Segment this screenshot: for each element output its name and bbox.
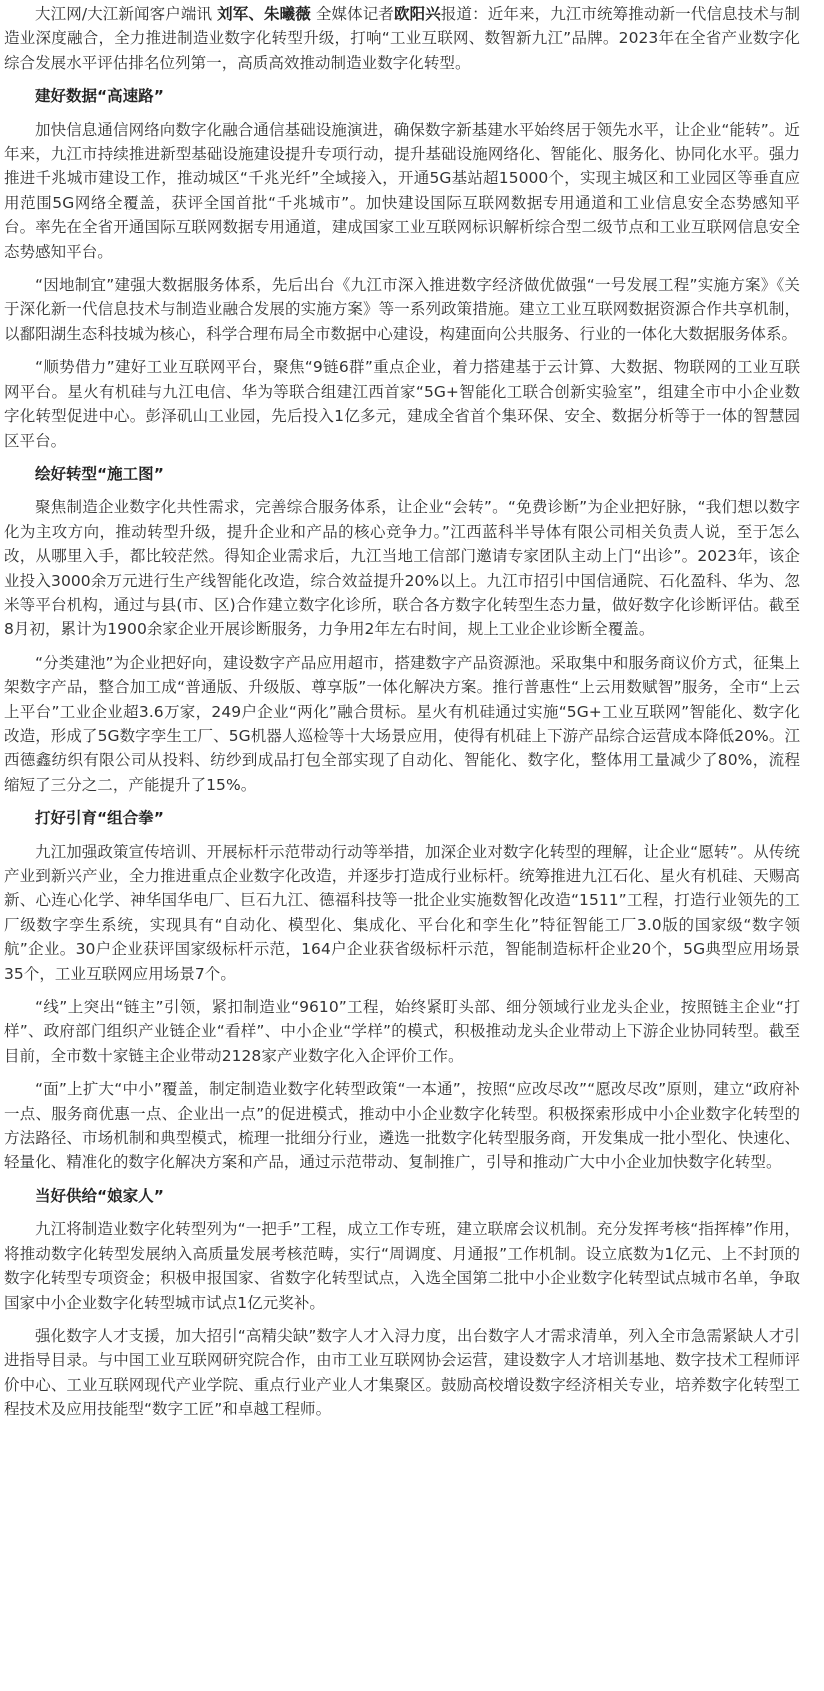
paragraph: 加快信息通信网络向数字化融合通信基础设施演进，确保数字新基建水平始终居于领先水平，让企业“能转”。近年来，九江市持续推进新型基础设施建设提升专项行动，提升基础设施网络化、智能化、服务化、协同化水平。强力推进千兆城市建设工作，推动城区“千兆光纤”全域接入，开通5G基站超15000个，实现主城区和工业园区等垂直应用范围5G网络全覆盖，获评全国首批“千兆城市”。加快建设国际互联网数据专用通道和工业信息安全态势感知平台。率先在全省开通国际互联网数据专用通道，建成国家工业互联网标识解析综合型二级节点和工业互联网信息安全态势感知平台。 bbox=[4, 120, 800, 261]
lead-body: 报道：近年来，九江市统筹推动新一代信息技术与制造业深度融合，全力推进制造业数字化转型升级，打响“工业互联网、数智新九江”品牌。2023年在全省产业数字化综合发展水平评估排名位列第一，高质高效推动制造业数字化转型。 bbox=[4, 5, 800, 72]
reporter-name: 欧阳兴 bbox=[394, 5, 441, 23]
section-heading-supply-support: 当好供给“娘家人” bbox=[35, 1186, 164, 1205]
section-heading-data-highway: 建好数据“高速路” bbox=[35, 87, 164, 106]
section-heading-combination-punch: 打好引育“组合拳” bbox=[35, 809, 164, 828]
paragraph: 九江将制造业数字化转型列为“一把手”工程，成立工作专班，建立联席会议机制。充分发挥考核“指挥棒”作用，将推动数字化转型发展纳入高质量发展考核范畴，实行“周调度、月通报”工作机制。设立底数为1亿元、上不封顶的数字化转型专项资金；积极申报国家、省数字化转型试点，入选全国第二批中小企业数字化转型试点城市名单，争取国家中小企业数字化转型城市试点1亿元奖补。 bbox=[4, 1220, 800, 1312]
paragraph: “面”上扩大“中小”覆盖，制定制造业数字化转型政策“一本通”，按照“应改尽改”“愿改尽改”原则，建立“政府补一点、服务商优惠一点、企业出一点”的促进模式，推动中小企业数字化转型。积极探索形成中小企业数字化转型的方法路径、市场机制和典型模式，梳理一批细分行业，遴选一批数字化转型服务商，开发集成一批小型化、快速化、轻量化、精准化的数字化解决方案和产品，通过示范带动、复制推广，引导和推动广大中小企业加快数字化转型。 bbox=[4, 1080, 800, 1172]
paragraph: “线”上突出“链主”引领，紧扣制造业“9610”工程，始终紧盯头部、细分领域行业龙头企业，按照链主企业“打样”、政府部门组织产业链企业“看样”、中小企业“学样”的模式，积极推动龙头企业带动上下游企业协同转型。截至目前，全市数十家链主企业带动2128家产业数字化入企评价工作。 bbox=[4, 998, 800, 1065]
section-heading-transformation-blueprint: 绘好转型“施工图” bbox=[35, 464, 164, 483]
paragraph: 九江加强政策宣传培训、开展标杆示范带动行动等举措，加深企业对数字化转型的理解，让企业“愿转”。从传统产业到新兴产业，全力推进重点企业数字化改造，并逐步打造成行业标杆。统筹推进九江石化、星火有机硅、天赐高新、心连心化学、神华国华电厂、巨石九江、德福科技等一批企业实施数智化改造“1511”工程，打造行业领先的工厂级数字孪生系统，实现具有“自动化、模型化、集成化、平台化和孪生化”特征智能工厂3.0版的国家级“数字领航”企业。30户企业获评国家级标杆示范，164户企业获省级标杆示范，智能制造标杆企业20个，5G典型应用场景35个，工业互联网应用场景7个。 bbox=[4, 842, 800, 983]
reporter-role: 全媒体记者 bbox=[310, 5, 395, 23]
paragraph: 聚焦制造企业数字化共性需求，完善综合服务体系，让企业“会转”。“免费诊断”为企业把好脉，“我们想以数字化为主攻方向，推动转型升级，提升企业和产品的核心竞争力。”江西蓝科半导体有限公司相关负责人说，至于怎么改，从哪里入手，都比较茫然。得知企业需求后，九江当地工信部门邀请专家团队主动上门“出诊”。2023年，该企业投入3000余万元进行生产线智能化改造，综合效益提升20%以上。九江市招引中国信通院、石化盈科、华为、忽米等平台机构，通过与县(市、区)合作建立数字化诊所，联合各方数字化转型生态力量，做好数字化诊断评估。截至8月初，累计为1900余家企业开展诊断服务，力争用2年左右时间，规上工业企业诊断全覆盖。 bbox=[4, 498, 800, 639]
reporter-names: 刘军、朱曦薇 bbox=[217, 5, 311, 23]
paragraph: 强化数字人才支援，加大招引“高精尖缺”数字人才入浔力度，出台数字人才需求清单，列入全市急需紧缺人才引进指导目录。与中国工业互联网研究院合作，由市工业互联网协会运营，建设数字人才培训基地、数字技术工程师评价中心、工业互联网现代产业学院、重点行业产业人才集聚区。鼓励高校增设数字经济相关专业，培养数字化转型工程技术及应用技能型“数字工匠”和卓越工程师。 bbox=[4, 1326, 800, 1419]
paragraph: “因地制宜”建强大数据服务体系，先后出台《九江市深入推进数字经济做优做强“一号发展工程”实施方案》《关于深化新一代信息技术与制造业融合发展的实施方案》等一系列政策措施。建立工业互联网数据资源合作共享机制，以鄱阳湖生态科技城为核心，科学合理布局全市数据中心建设，构建面向公共服务、行业的一体化大数据服务体系。 bbox=[4, 276, 800, 343]
news-source: 大江网/大江新闻客户端讯 bbox=[35, 5, 218, 23]
lead-paragraph bbox=[4, 2, 800, 75]
paragraph: “分类建池”为企业把好向，建设数字产品应用超市，搭建数字产品资源池。采取集中和服务商议价方式，征集上架数字产品，整合加工成“普通版、升级版、尊享版”一体化解决方案。推行普惠性“上云用数赋智”服务，全市“上云上平台”工业企业超3.6万家，249户企业“两化”融合贯标。星火有机硅通过实施“5G+工业互联网”智能化、数字化改造，形成了5G数字孪生工厂、5G机器人巡检等十大场景应用，使得有机硅上下游产品综合运营成本降低20%。江西德鑫纺织有限公司从投料、纺纱到成品打包全部实现了自动化、智能化、数字化，整体用工量减少了80%，流程缩短了三分之二，产能提升了15%。 bbox=[4, 653, 800, 794]
paragraph: “顺势借力”建好工业互联网平台，聚焦“9链6群”重点企业，着力搭建基于云计算、大数据、物联网的工业互联网平台。星火有机硅与九江电信、华为等联合组建江西首家“5G+智能化工联合创新实验室”，组建全市中小企业数字化转型促进中心。彭泽矶山工业园，先后投入1亿多元，建成全省首个集环保、安全、数据分析等于一体的智慧园区平台。 bbox=[4, 358, 800, 450]
